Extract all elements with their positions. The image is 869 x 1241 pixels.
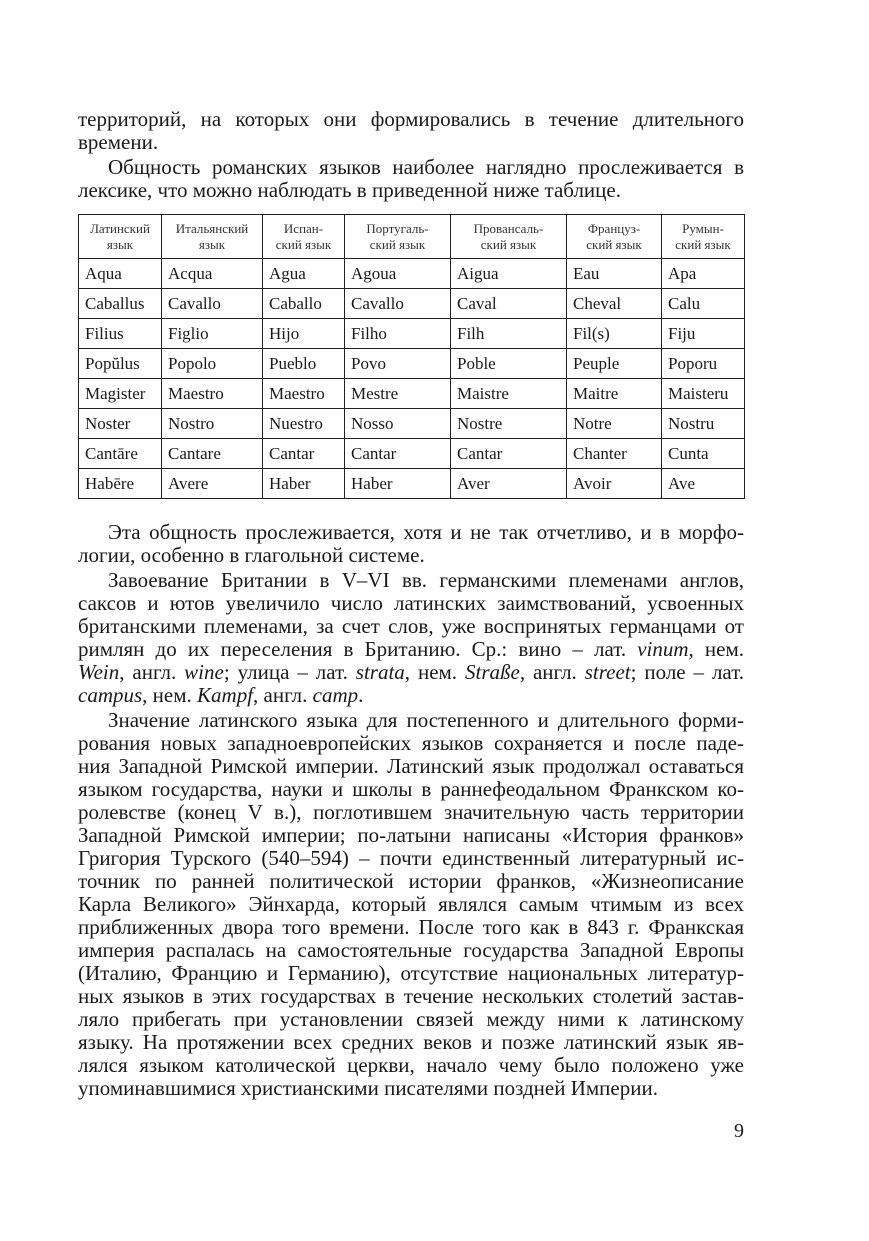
table-cell: Cunta	[662, 439, 745, 469]
table-row	[79, 439, 745, 469]
table-cell: Ave	[662, 469, 745, 499]
table-cell: Notre	[567, 409, 662, 439]
text-line: Эта общность прослеживается, хотя и не так отчетливо, и в морфо-	[108, 520, 744, 544]
text-line: Значение латинского языка для постепенного и длительного форми-	[108, 708, 744, 732]
table-cell: Haber	[345, 469, 451, 499]
text-line: саксов и ютов увеличило число латинских заимствований, усвоенных	[78, 591, 744, 615]
table-cell: Chanter	[567, 439, 662, 469]
table-cell: Fiju	[662, 319, 745, 349]
text-line: ния Западной Римской империи. Латинский язык продолжал оставаться	[78, 754, 744, 778]
commonality-paragraph	[78, 156, 744, 202]
table-cell: Pueblo	[263, 349, 345, 379]
table-cell: Cantar	[345, 439, 451, 469]
column-header: Румын- ский язык	[662, 215, 745, 259]
latin-significance-paragraph	[78, 709, 744, 1100]
page-content	[78, 108, 744, 1100]
text-line: ляло прибегать при установлении связей между ними к латинскому	[78, 1007, 744, 1031]
english-word: wine	[184, 660, 224, 684]
text-line: ных языков в этих государствах в течение нескольких столетий застав-	[78, 984, 744, 1008]
table-cell: Maisteru	[662, 379, 745, 409]
german-word: Wein	[78, 660, 120, 684]
table-cell: Poporu	[662, 349, 745, 379]
table-cell: Haber	[263, 469, 345, 499]
table-row	[79, 259, 745, 289]
text-line: Завоевание Британии в V–VI вв. германскими племенами англов,	[108, 568, 744, 592]
table-cell: Calu	[662, 289, 745, 319]
morphology-paragraph	[78, 521, 744, 567]
column-header: Итальянский язык	[162, 215, 263, 259]
table-cell: Cantare	[162, 439, 263, 469]
table-cell: Magister	[79, 379, 162, 409]
table-cell: Maestro	[263, 379, 345, 409]
text-line: языку. На протяжении всех средних веков и позже латинский язык яв-	[78, 1030, 744, 1054]
table-cell: Cavallo	[345, 289, 451, 319]
table-cell: Aqua	[79, 259, 162, 289]
column-header: Провансаль- ский язык	[451, 215, 567, 259]
table-cell: Acqua	[162, 259, 263, 289]
table-cell: Mestre	[345, 379, 451, 409]
column-header: Португаль- ский язык	[345, 215, 451, 259]
table-cell: Agua	[263, 259, 345, 289]
text-line: campus, нем. Kampf, англ. camp.	[78, 683, 364, 707]
text-line: империя распалась на самостоятельные государства Западной Европы	[78, 938, 744, 962]
latin-word: campus	[78, 683, 143, 707]
latin-word: vinum	[637, 637, 689, 661]
table-cell: Poble	[451, 349, 567, 379]
intro-paragraph	[78, 108, 744, 154]
table-cell: Filho	[345, 319, 451, 349]
text-line: приближенных двора того времени. После того как в 843 г. Франкская	[78, 915, 744, 939]
table-cell: Maistre	[451, 379, 567, 409]
text-line: рования новых западноевропейских языков сохраняется и после паде-	[78, 731, 744, 755]
text-line: лексике, что можно наблюдать в приведенной ниже таблице.	[78, 178, 621, 202]
text-line: римлян до их переселения в Британию. Ср.: вино – лат. vinum, нем.	[78, 637, 744, 661]
table-cell: Hijo	[263, 319, 345, 349]
table-cell: Nuestro	[263, 409, 345, 439]
page-number: 9	[734, 1120, 744, 1142]
latin-word: strata	[355, 660, 405, 684]
table-cell: Figlio	[162, 319, 263, 349]
table-cell: Eau	[567, 259, 662, 289]
text-line: ролевстве (конец V в.), поглотившем значительную часть территории	[78, 800, 744, 824]
text-line: упоминавшимися христианскими писателями поздней Империи.	[78, 1076, 658, 1100]
text-line: Западной Римской империи; по-латыни написаны «История франков»	[78, 823, 744, 847]
text-line: Карла Великого» Эйнхарда, который являлся самым чтимым из всех	[78, 892, 744, 916]
table-cell: Maitre	[567, 379, 662, 409]
table-cell: Cantar	[263, 439, 345, 469]
table-cell: Cantāre	[79, 439, 162, 469]
table-cell: Peuple	[567, 349, 662, 379]
table-row	[79, 319, 745, 349]
text-line: Общность романских языков наиболее наглядно прослеживается в	[108, 155, 744, 179]
table-row	[79, 289, 745, 319]
table-cell: Nostro	[162, 409, 263, 439]
table-cell: Filh	[451, 319, 567, 349]
table-row	[79, 379, 745, 409]
text-line: точник по ранней политической истории франков, «Жизнеописание	[78, 869, 744, 893]
text-line: лялся языком католической церкви, начало чему было положено уже	[78, 1053, 744, 1077]
table-cell: Filius	[79, 319, 162, 349]
table-cell: Aigua	[451, 259, 567, 289]
table-row	[79, 469, 745, 499]
table-cell: Caval	[451, 289, 567, 319]
table-cell: Avere	[162, 469, 263, 499]
table-cell: Cavallo	[162, 289, 263, 319]
text-line: языком государства, науки и школы в раннефеодальном Франкском ко-	[78, 777, 744, 801]
table-cell: Nosso	[345, 409, 451, 439]
english-word: street	[584, 660, 631, 684]
text-line: логии, особенно в глагольной системе.	[78, 543, 425, 567]
german-word: Straße	[464, 660, 520, 684]
text-line: территорий, на которых они формировались в течение длительного	[78, 107, 744, 131]
table-cell: Maestro	[162, 379, 263, 409]
column-header: Латинский язык	[79, 215, 162, 259]
table-cell: Apa	[662, 259, 745, 289]
text-line: Григория Турского (540–594) – почти единственный литературный ис-	[78, 846, 744, 870]
table-row	[79, 349, 745, 379]
text-line: британскими племенами, за счет слов, уже воспринятых германцами от	[78, 614, 744, 638]
table-cell: Popolo	[162, 349, 263, 379]
column-header: Испан- ский язык	[263, 215, 345, 259]
table-cell: Nostre	[451, 409, 567, 439]
german-word: Kampf	[197, 683, 254, 707]
table-row	[79, 409, 745, 439]
table-cell: Caballo	[263, 289, 345, 319]
english-word: camp	[312, 683, 359, 707]
table-cell: Fil(s)	[567, 319, 662, 349]
table-cell: Aver	[451, 469, 567, 499]
table-cell: Cheval	[567, 289, 662, 319]
table-cell: Povo	[345, 349, 451, 379]
table-cell: Caballus	[79, 289, 162, 319]
text-line: (Италию, Францию и Германию), отсутствие национальных литератур-	[78, 961, 744, 985]
table-cell: Nostru	[662, 409, 745, 439]
table-header-row	[79, 215, 745, 259]
table-cell: Agoua	[345, 259, 451, 289]
column-header: Француз- ский язык	[567, 215, 662, 259]
table-cell: Noster	[79, 409, 162, 439]
romance-languages-table	[78, 214, 745, 499]
text-line: времени.	[78, 130, 159, 154]
table-cell: Habēre	[79, 469, 162, 499]
table-cell: Avoir	[567, 469, 662, 499]
table-cell: Cantar	[451, 439, 567, 469]
text-line: Wein, англ. wine; улица – лат. strata, нем. Straße, англ. street; поле – лат.	[78, 660, 745, 684]
britain-paragraph	[78, 569, 744, 707]
table-cell: Popŭlus	[79, 349, 162, 379]
